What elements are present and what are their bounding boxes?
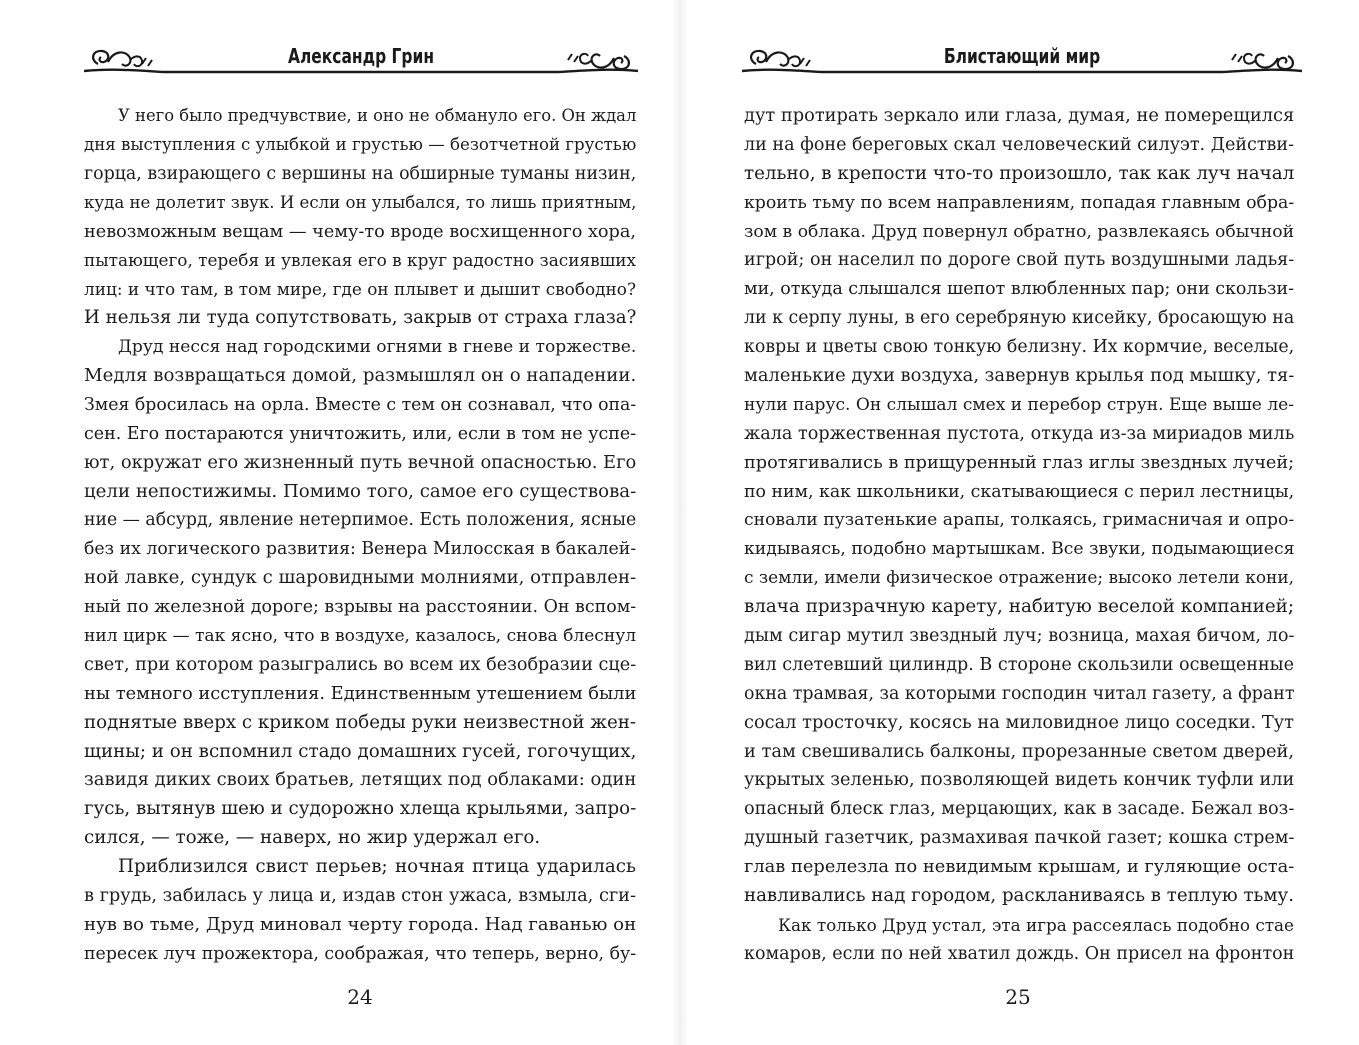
text-line: горца, взирающего с вершины на обширные туманы низин,	[84, 163, 637, 184]
text-line: ны темного исступления. Единственным утешением были	[84, 682, 637, 704]
page-number: 24	[347, 985, 373, 1009]
right-page	[680, 0, 1359, 1045]
text-line: укрытых зеленью, позволяющей видеть кончик туфли или	[744, 770, 1295, 791]
text-line: комаров, если по ней хватил дождь. Он присел на фронтон	[744, 943, 1295, 964]
text-line: по ним, как школьники, скатывающиеся с перил лестницы,	[744, 481, 1295, 502]
text-line: тельно, в крепости что-то произошло, так как луч начал	[744, 162, 1295, 184]
left-page-body	[84, 102, 636, 969]
text-line: глав перелезла по невидимым крышам, и гуляющие оста-	[744, 856, 1295, 878]
page-number: 25	[1005, 985, 1031, 1009]
text-line: вил слетевший цилиндр. В стороне скользили освещенные	[744, 654, 1294, 675]
text-line: дня выступления с улыбкой и грустью — безотчетной грустью	[84, 134, 637, 154]
text-line: цели непостижимы. Помимо того, самое его существова-	[84, 480, 637, 502]
text-line: протягивались в прищуренный глаз иглы звездных лучей;	[744, 452, 1295, 473]
text-line: гусь, вытянув шею и судорожно хлеща крыльями, запро-	[84, 798, 637, 820]
text-line: ли на фоне береговых скал человеческий силуэт. Действи-	[744, 134, 1295, 155]
text-line: сосал тросточку, косясь на миловидное лицо соседки. Тут	[744, 711, 1294, 733]
text-line: дым сигар мутил звездный луч; возница, махая бичом, ло-	[744, 626, 1295, 647]
text-line: сен. Его постараются уничтожить, или, если в том не успе-	[84, 423, 637, 444]
left-page-header	[84, 38, 638, 82]
text-line: ли к серпу луны, в его серебряную кисейку, бросающую на	[744, 308, 1295, 329]
running-head: Александр Грин	[287, 44, 435, 68]
text-line: нил цирк — так ясно, что в воздухе, казалось, снова блеснул	[84, 626, 637, 647]
text-line: кидываясь, подобно мартышкам. Все звуки, подымающиеся	[744, 539, 1295, 560]
text-line: пересек луч прожектора, соображая, что теперь, верно, бу-	[84, 943, 637, 964]
text-line: окна трамвая, за которыми господин читал газету, а франт	[744, 683, 1295, 704]
text-line: жала торжественная пустота, откуда из-за мириадов миль	[744, 423, 1295, 444]
text-line: свет, при котором разыгрались во всем их безобразии сце-	[84, 654, 637, 675]
text-line: ной лавке, сундук с шаровидными молниями, отправлен-	[84, 567, 637, 589]
text-line: ковры и цветы свою тонкую белизну. Их кормчие, веселые,	[744, 337, 1295, 358]
text-line: нув во тьме, Друд миновал черту города. Над гаванью он	[84, 913, 637, 935]
text-line: с земли, имели физическое отражение; высоко летели кони,	[744, 568, 1295, 589]
text-line: куда не долетит звук. И если он улыбался, то лишь приятным,	[84, 192, 637, 212]
text-line: сновали пузатенькие арапы, толкаясь, гримасничая и опро-	[744, 510, 1295, 531]
right-page-header	[742, 38, 1302, 82]
text-line: зом в облака. Друд повернул обратно, развлекаясь обычной	[744, 221, 1295, 242]
text-line: Как только Друд устал, эта игра рассеялась подобно стае	[778, 914, 1294, 935]
text-line: Друд несся над городскими огнями в гневе и торжестве.	[118, 337, 637, 358]
text-line: душный газетчик, размахивая пачкой газет; кошка стрем-	[744, 828, 1295, 849]
text-line: невозможным вещам — чему-то вроде восхищенного хора,	[84, 221, 636, 242]
text-line: игрой; он населил по дороге свой путь воздушными ладья-	[744, 250, 1295, 271]
text-line: ный по железной дороге; взрывы на расстоянии. Он вспом-	[84, 597, 637, 618]
text-line: без их логического развития: Венера Милосская в бакалей-	[84, 539, 637, 560]
text-line: ют, окружат его жизненный путь вечной опасностью. Его	[84, 451, 637, 473]
text-line: и там свешивались балконы, прорезанные светом дверей,	[744, 740, 1295, 762]
text-line: навливались над городом, раскланиваясь в теплую тьму.	[744, 885, 1294, 907]
text-line: щины; и он вспомнил стадо домашних гусей, гогочущих,	[84, 740, 637, 762]
text-line: маленькие духи воздуха, завернув крылья под мышку, тя-	[744, 365, 1295, 387]
text-line: в грудь, забилась у лица и, издав стон ужаса, взмыла, сги-	[84, 886, 637, 907]
text-line: влача призрачную карету, набитую веселой компанией;	[744, 596, 1294, 618]
text-line: ми, откуда слышался шепот влюбленных пар; они скользи-	[744, 279, 1294, 300]
text-line: У него было предчувствие, и оно не обмануло его. Он ждал	[118, 106, 637, 125]
text-line: Приблизился свист перьев; ночная птица ударилась	[118, 856, 636, 878]
text-line: нули парус. Он слышал смех и перебор струн. Еще выше ле-	[744, 394, 1294, 415]
text-line: Змея бросилась на орла. Вместе с тем он сознавал, что опа-	[84, 394, 637, 415]
text-line: ние — абсурд, явление нетерпимое. Есть положения, ясные	[84, 510, 637, 531]
text-line: завидя диких своих братьев, летящих под облаками: один	[84, 769, 637, 791]
text-line: пытающего, теребя и увлекая его в круг радостно засиявших	[84, 250, 637, 271]
text-line: кроить тьму по всем направлениям, попадая главным обра-	[744, 192, 1295, 213]
running-head: Блистающий мир	[943, 44, 1101, 68]
text-line: И нельзя ли туда сопутствовать, закрыв от страха глаза?	[84, 307, 637, 329]
text-line: дут протирать зеркало или глаза, думая, не померещился	[744, 105, 1295, 126]
text-line: сился, — тоже, — наверх, но жир удержал его.	[84, 827, 541, 849]
text-line: лиц: и что там, в том мире, где он плывет и дышит свободно?	[84, 279, 636, 300]
text-line: опасный блеск глаз, мерцающих, как в засаде. Бежал воз-	[744, 799, 1295, 820]
text-line: поднятые вверх с криком победы руки неизвестной жен-	[84, 711, 636, 733]
text-line: Медля возвращаться домой, размышлял он о нападении.	[84, 365, 637, 387]
right-page-body	[744, 102, 1294, 969]
